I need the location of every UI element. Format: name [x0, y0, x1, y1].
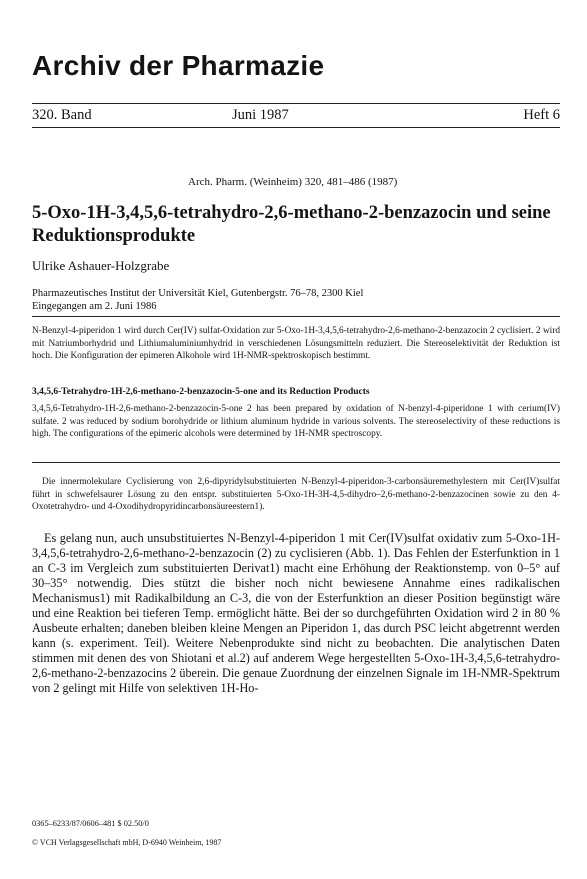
body-paragraph: Es gelang nun, auch unsubstituiertes N-Benzyl-4-piperidon 1 mit Cer(IV)sulfat oxidativ zum 5-Oxo-1H-3,4,5,6-tetrahydro-2,6-methano-2-benzazocin (2) zu cyclisieren (Abb. 1). Das Fehlen der Esterfunktion in 1 an C-3 im Vergleich zum substituierten Derivat1) macht eine Erhöhung der Reaktionstemp. von 0–5° auf 30–35° notwendig. Dies stützt die bisher noch nicht bewiesene Annahme eines radikalischen Mechanismus1) mit Radikalbildung an C-3, die von der Esterfunktion an dieser Position begünstigt wäre und eine Reaktion bei tieferen Temp. ermöglicht hätte. Bei der so durchgeführten Oxidation wird 2 in 80 % Ausbeute erhalten; daneben bleiben kleine Mengen an Piperidon 1, das durch PSC leicht abgetrennt werden kann (s. experiment. Teil). Weitere Nebenprodukte sind nicht zu beobachten. Die analytischen Daten stimmen mit denen des von Shiotani et al.2) auf anderem Wege hergestellten 5-Oxo-1H-3,4,5,6-tetrahydro-2,6-methano-2-benzazocins 2 überein. Die genaue Zuordnung der einzelnen Signale im 1H-NMR-Spektrum von 2 gelingt mit Hilfe von selektiven 1H-Ho- [32, 531, 560, 695]
header-rule-top [32, 103, 560, 104]
volume-label: 320. Band [32, 107, 92, 123]
abstract-rule-top [32, 316, 560, 317]
abstract-rule-bottom [32, 462, 560, 463]
journal-title: Archiv der Pharmazie [32, 50, 325, 81]
author: Ulrike Ashauer-Holzgrabe [32, 258, 170, 273]
received-date: Eingegangen am 2. Juni 1986 [32, 301, 157, 312]
issue-label: Heft 6 [523, 107, 560, 123]
citation: Arch. Pharm. (Weinheim) 320, 481–486 (1987) [188, 176, 398, 188]
affiliation-block [32, 287, 363, 313]
article-title: 5-Oxo-1H-3,4,5,6-tetrahydro-2,6-methano-2-benzazocin und seine Reduktionsprodukte [32, 203, 551, 246]
article-code: 0365–6233/87/0606–481 $ 02.50/0 [32, 819, 149, 828]
intro-paragraph: Die innermolekulare Cyclisierung von 2,6-dipyridylsubstituierten N-Benzyl-4-piperidon-3-carbonsäuremethylestern mit Cer(IV)sulfat führt in schwefelsaurer Lösung zu den entspr. substituierten 5-Oxo-1H-3H-4,5-dihydro–2,6-methano-2-benzazocinen sowie zu den 4-Oxotetrahydro- und 4-Oxodihydropyridincarbonsäureestern1). [32, 477, 560, 512]
header-rule-bottom [32, 127, 560, 128]
abstract-english: 3,4,5,6-Tetrahydro-1H-2,6-methano-2-benzazocin-5-one 2 has been prepared by oxidation of N-benzyl-4-piperidone 1 with cerium(IV) sulfate. 2 was reduced by sodium borohydride or lithium aluminum hydride in various solvents. The stereoselectivity of these reductions is high. The configurations of the epimeric alcohols were determined by 1H-NMR spectroscopy. [32, 404, 560, 439]
issue-date: Juni 1987 [232, 107, 289, 123]
institution: Pharmazeutisches Institut der Universität Kiel, Gutenbergstr. 76–78, 2300 Kiel [32, 288, 364, 299]
english-title: 3,4,5,6-Tetrahydro-1H-2,6-methano-2-benzazocin-5-one and its Reduction Products [32, 387, 370, 397]
copyright: © VCH Verlagsgesellschaft mbH, D-6940 Weinheim, 1987 [32, 838, 222, 847]
abstract-german: N-Benzyl-4-piperidon 1 wird durch Cer(IV) sulfat-Oxidation zur 5-Oxo-1H-3,4,5,6-tetrahydro-2,6-methano-2-benzazocin 2 cyclisiert. 2 wird mit Natriumborhydrid und Lithiumaluminiumhydrid in verschiedenen Lösungsmitteln reduziert. Die Stereoselektivität der Reduktion ist hoch. Die Konfiguration der epimeren Alkohole wird 1H-NMR-spektroskopisch bestimmt. [32, 326, 560, 361]
